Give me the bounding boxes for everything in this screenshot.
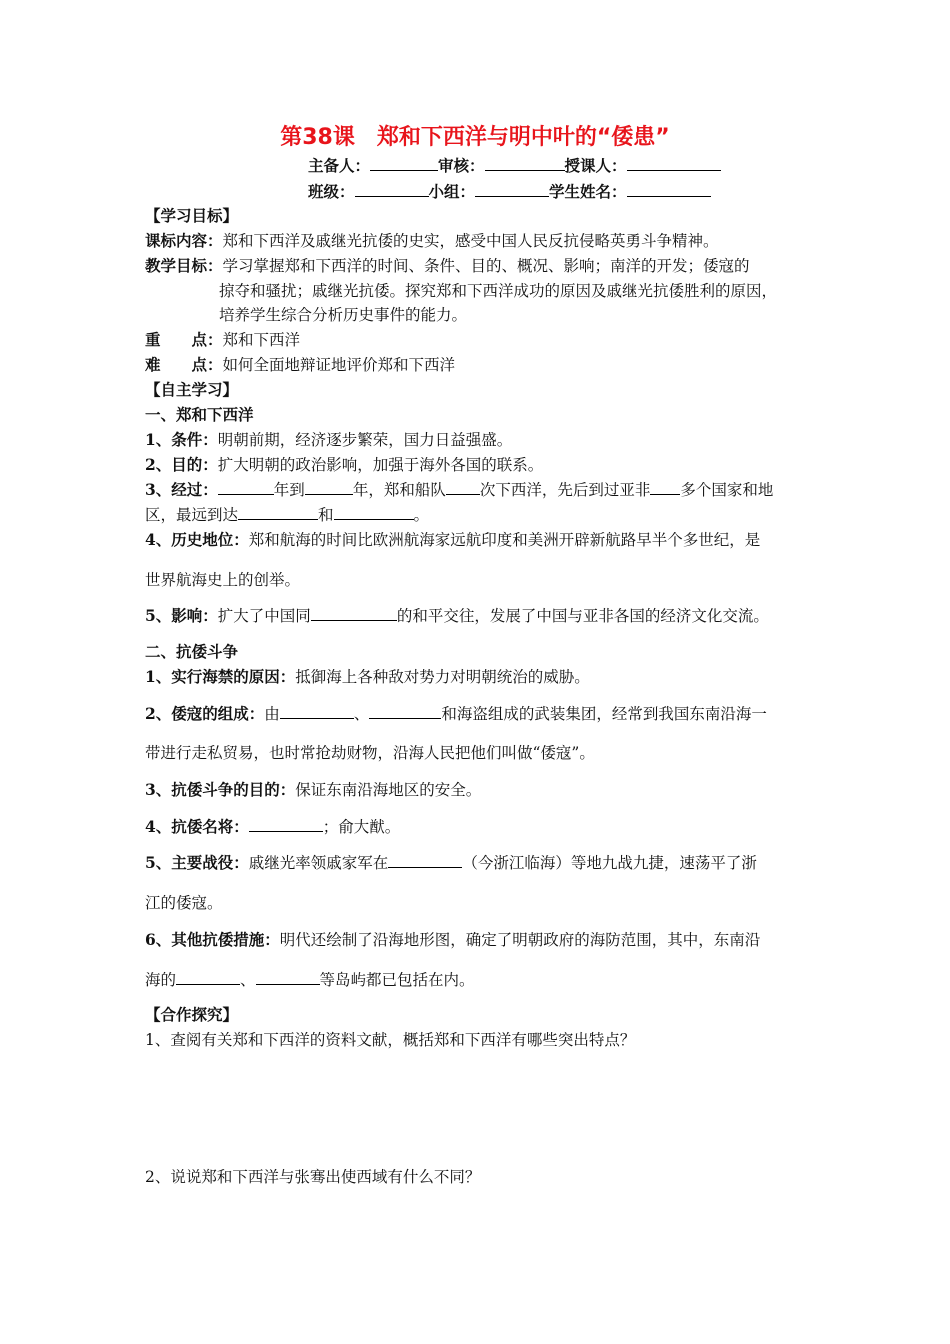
key-row [145, 328, 300, 350]
coop-question-1: 1、查阅有关郑和下西洋的资料文献，概括郑和下西洋有哪些突出特点？ [145, 1031, 636, 1049]
section-goals: 【学习目标】 [145, 206, 239, 225]
standard-label: 课标内容： [145, 231, 223, 250]
p2-item2-cont: 带进行走私贸易，也时常抢劫财物，沿海人民把他们叫做“倭寇”。 [145, 744, 595, 762]
p2-i6-text1: 海的 [145, 971, 177, 989]
p2-item3 [145, 778, 481, 800]
p2-i6-text3: 等岛屿都已包括在内。 [319, 971, 475, 989]
p1-i3-text2: 年，郑和船队 [352, 481, 446, 499]
peace-blank[interactable] [311, 604, 397, 621]
part1-heading: 一、郑和下西洋 [145, 405, 254, 424]
farthest-blank-1[interactable] [238, 503, 318, 520]
p2-item1 [145, 665, 590, 687]
p1-item3 [145, 478, 773, 500]
p1-item2 [145, 453, 543, 475]
pirate-blank-1[interactable] [280, 702, 354, 719]
p2-i1-label: 1、实行海禁的原因： [145, 667, 296, 686]
p2-i6-label: 6、其他抗倭措施： [145, 930, 280, 949]
p1-item5 [145, 604, 769, 626]
p2-item2 [145, 702, 767, 724]
p1-i3-text6: 和 [318, 506, 334, 524]
standard-row [145, 229, 719, 251]
p2-item6 [145, 928, 760, 950]
country-count-blank[interactable] [650, 478, 680, 495]
teaching-label: 教学目标： [145, 256, 223, 275]
voyage-count-blank[interactable] [446, 478, 480, 495]
p2-i5-text2: （今浙江临海）等地九战九捷，速荡平了浙 [462, 854, 757, 872]
p2-i1-text: 抵御海上各种敌对势力对明朝统治的威胁。 [295, 668, 590, 686]
p2-i3-label: 3、抗倭斗争的目的： [145, 780, 296, 799]
group-blank[interactable] [475, 180, 549, 197]
lesson-title: 第38课 郑和下西洋与明中叶的“倭患” [280, 125, 670, 150]
p1-i3-text3: 次下西洋，先后到过亚非 [479, 481, 651, 499]
part2-heading: 二、抗倭斗争 [145, 642, 239, 661]
group-label: 小组： [428, 182, 476, 201]
student-blank[interactable] [627, 180, 711, 197]
p1-i3-text5: 区，最远到达 [145, 506, 239, 524]
start-year-blank[interactable] [218, 478, 274, 495]
p2-item5-cont: 江的倭寇。 [145, 894, 223, 912]
island-blank-1[interactable] [176, 968, 240, 985]
p2-i2-text2: 、 [353, 705, 370, 723]
p1-i2-text: 扩大明朝的政治影响，加强于海外各国的联系。 [217, 456, 544, 474]
pirate-blank-2[interactable] [369, 702, 441, 719]
p2-i4-text1: ；俞大猷。 [322, 818, 401, 836]
p1-item1 [145, 428, 512, 450]
teacher-label: 授课人： [564, 156, 627, 175]
p1-i3-text4: 多个国家和地 [680, 481, 774, 499]
p2-i6-text2: 、 [240, 971, 256, 989]
teaching-line3: 培养学生综合分析历史事件的能力。 [219, 306, 468, 324]
p2-i4-label: 4、抗倭名将： [145, 817, 249, 836]
p1-i4-label: 4、历史地位： [145, 530, 249, 549]
student-label: 学生姓名： [549, 182, 627, 201]
meta-row-1 [308, 154, 721, 176]
reviewer-blank[interactable] [485, 154, 565, 171]
teaching-row [145, 254, 750, 276]
p1-i1-label: 1、条件： [145, 430, 218, 449]
p1-item4-cont: 世界航海史上的创举。 [145, 571, 301, 589]
p2-i2-text1: 由 [264, 705, 280, 723]
class-label: 班级： [308, 182, 355, 201]
battle-blank[interactable] [388, 851, 462, 868]
p2-i3-text: 保证东南沿海地区的安全。 [295, 781, 482, 799]
end-year-blank[interactable] [305, 478, 353, 495]
p2-item6-cont [145, 968, 475, 990]
island-blank-2[interactable] [256, 968, 320, 985]
p2-i2-label: 2、倭寇的组成： [145, 704, 265, 723]
teaching-line1: 学习掌握郑和下西洋的时间、条件、目的、概况、影响；南洋的开发；倭寇的 [222, 257, 750, 275]
difficult-label: 难 点： [145, 355, 223, 374]
p1-i3-text1: 年到 [273, 481, 305, 499]
key-text: 郑和下西洋 [222, 331, 301, 349]
general-blank[interactable] [249, 815, 323, 832]
class-blank[interactable] [355, 180, 429, 197]
reviewer-label: 审核： [438, 156, 485, 175]
section-self: 【自主学习】 [145, 380, 239, 399]
p1-i3-label: 3、经过： [145, 480, 218, 499]
difficult-text: 如何全面地辩证地评价郑和下西洋 [222, 356, 456, 374]
p1-i1-text: 明朝前期，经济逐步繁荣，国力日益强盛。 [217, 431, 513, 449]
farthest-blank-2[interactable] [334, 503, 414, 520]
p2-i5-text1: 戚继光率领戚家军在 [248, 854, 389, 872]
p1-i5-label: 5、影响： [145, 606, 218, 625]
preparer-label: 主备人： [308, 156, 371, 175]
p1-i5-text1: 扩大了中国同 [217, 607, 311, 625]
p1-item4 [145, 528, 760, 550]
teaching-line2: 掠夺和骚扰；戚继光抗倭。探究郑和下西洋成功的原因及戚继光抗倭胜利的原因， [219, 282, 778, 300]
p1-i4-text: 郑和航海的时间比欧洲航海家远航印度和美洲开辟新航路早半个多世纪，是 [248, 531, 761, 549]
p1-i2-label: 2、目的： [145, 455, 218, 474]
difficult-row [145, 353, 455, 375]
p2-i6-text: 明代还绘制了沿海地形图，确定了明朝政府的海防范围，其中，东南沿 [279, 931, 761, 949]
p2-i2-text3: 和海盗组成的武装集团，经常到我国东南沿海一 [441, 705, 767, 723]
p2-item4 [145, 815, 400, 837]
meta-row-2 [308, 180, 711, 202]
section-coop: 【合作探究】 [145, 1005, 239, 1024]
p2-i5-label: 5、主要战役： [145, 853, 249, 872]
teacher-blank[interactable] [627, 154, 721, 171]
p1-i5-text2: 的和平交往，发展了中国与亚非各国的经济文化交流。 [396, 607, 769, 625]
standard-text: 郑和下西洋及戚继光抗倭的史实，感受中国人民反抗侵略英勇斗争精神。 [222, 232, 719, 250]
preparer-blank[interactable] [370, 154, 438, 171]
p1-item3-cont [145, 503, 429, 525]
coop-question-2: 2、说说郑和下西洋与张骞出使西域有什么不同？ [145, 1168, 481, 1186]
p2-item5 [145, 851, 757, 873]
key-label: 重 点： [145, 330, 223, 349]
p1-i3-text7: 。 [413, 506, 430, 524]
